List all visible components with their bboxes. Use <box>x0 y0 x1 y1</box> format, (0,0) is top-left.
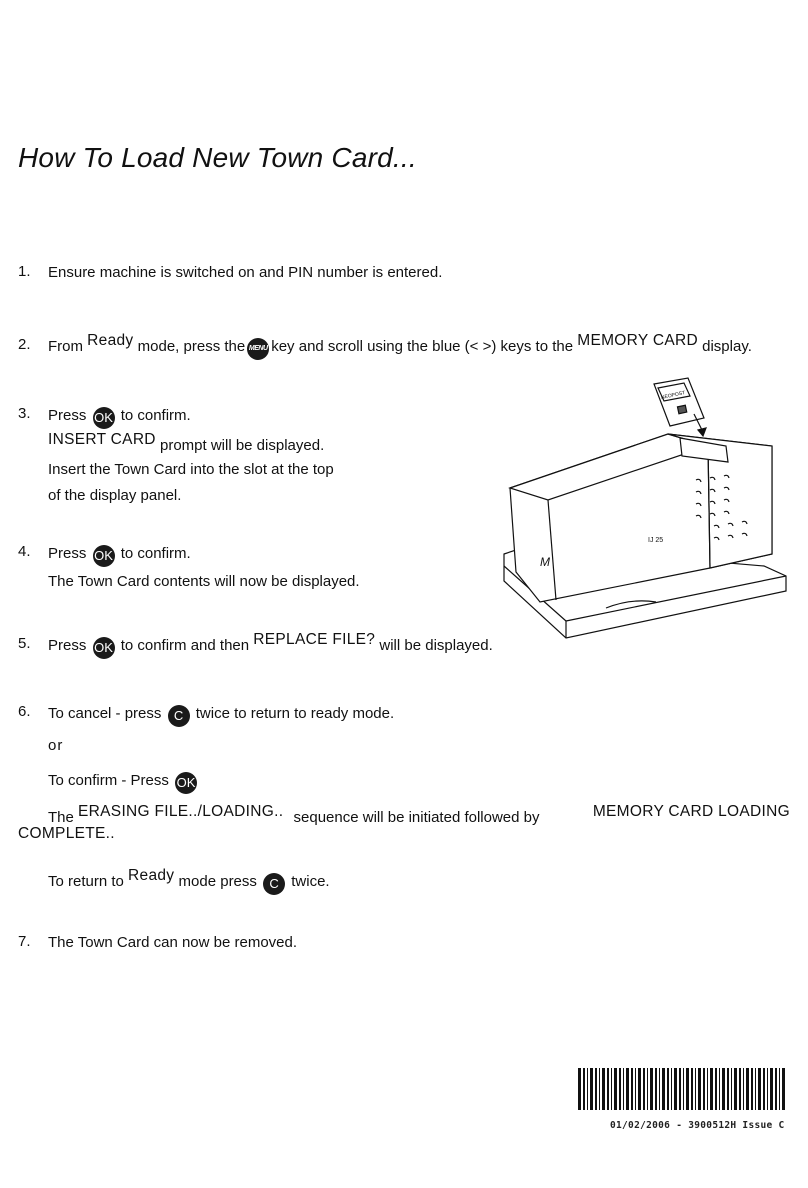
step-7-text: The Town Card can now be removed. <box>48 934 298 951</box>
barcode-bar <box>647 1068 648 1110</box>
ok-key-icon: OK <box>175 772 197 794</box>
step-1-text: Ensure machine is switched on and PIN number is entered. <box>48 264 443 281</box>
step-6-number: 6. <box>18 703 31 720</box>
barcode-bar <box>650 1068 653 1110</box>
barcode-bar <box>602 1068 605 1110</box>
barcode-bar <box>667 1068 669 1110</box>
lcd-erasing-loading: ERASING FILE../LOADING.. <box>78 803 284 820</box>
barcode-bar <box>635 1068 636 1110</box>
step-3-text-b: to confirm. <box>120 406 191 424</box>
step-3-line-4: of the display panel. <box>48 487 182 504</box>
step-6-or: or <box>48 737 64 754</box>
step-3-line-2 <box>48 431 325 456</box>
barcode-bar <box>631 1068 633 1110</box>
barcode-bar <box>619 1068 621 1110</box>
barcode-bar <box>614 1068 617 1110</box>
step-3-number: 3. <box>18 405 31 422</box>
step-3-text-a: Press <box>48 406 87 424</box>
barcode-bar <box>623 1068 624 1110</box>
barcode-bar <box>626 1068 629 1110</box>
barcode-bar <box>611 1068 612 1110</box>
step-2-text-d: display. <box>702 337 752 355</box>
step-2-number: 2. <box>18 336 31 353</box>
step-6-text-a: To cancel - press <box>48 704 162 722</box>
lcd-replace-file: REPLACE FILE? <box>253 630 376 648</box>
barcode-bar <box>683 1068 684 1110</box>
barcode-bar <box>755 1068 756 1110</box>
step-4-line-2: The Town Card contents will now be displayed. <box>48 573 360 590</box>
step-6-text-e: sequence will be initiated followed by <box>293 809 540 826</box>
lcd-ready: Ready <box>87 331 134 349</box>
step-6-text-b: twice to return to ready mode. <box>195 704 395 722</box>
lcd-insert-card: INSERT CARD <box>48 431 156 448</box>
barcode-bar <box>779 1068 780 1110</box>
barcode-bar <box>739 1068 741 1110</box>
step-2-text-b: mode, press the <box>137 337 246 355</box>
barcode-bar <box>691 1068 693 1110</box>
step-3-line-1 <box>48 405 191 427</box>
step-6-line-5 <box>18 825 115 850</box>
barcode-bar <box>782 1068 785 1110</box>
step-6-text-d: The <box>48 809 74 826</box>
step-6-line-6 <box>48 866 330 893</box>
step-4-text-b: to confirm. <box>120 544 191 562</box>
step-6-text-h: twice. <box>291 872 330 890</box>
barcode-bar <box>671 1068 672 1110</box>
barcode-bar <box>763 1068 765 1110</box>
step-3-text-c: prompt will be displayed. <box>159 437 325 454</box>
barcode-bar <box>758 1068 761 1110</box>
barcode-bar <box>707 1068 708 1110</box>
step-6-line-4 <box>48 803 790 828</box>
barcode-bar <box>662 1068 665 1110</box>
barcode-bar <box>710 1068 713 1110</box>
barcode-bar <box>767 1068 768 1110</box>
franking-machine-illustration <box>496 376 796 641</box>
c-key-icon: C <box>263 873 285 895</box>
brand-logo: M <box>540 555 550 569</box>
barcode-bar <box>643 1068 645 1110</box>
barcode-bar <box>638 1068 641 1110</box>
barcode-bar <box>715 1068 717 1110</box>
step-6-text-f: To return to <box>48 872 124 890</box>
barcode-bar <box>698 1068 701 1110</box>
barcode-bar <box>674 1068 677 1110</box>
step-2-text-a: From <box>48 337 83 355</box>
barcode-bar <box>583 1068 585 1110</box>
step-6-text-g: mode press <box>178 872 257 890</box>
barcode-bar <box>686 1068 689 1110</box>
barcode-bar <box>731 1068 732 1110</box>
step-6-text-c: To confirm - Press <box>48 771 169 789</box>
step-5-text-b: to confirm and then <box>120 636 250 654</box>
step-2-line <box>48 331 752 358</box>
barcode-bar <box>703 1068 705 1110</box>
step-4-line-1 <box>48 543 191 565</box>
barcode-bar <box>587 1068 588 1110</box>
barcode-bar <box>590 1068 593 1110</box>
step-7-number: 7. <box>18 933 31 950</box>
step-1-number: 1. <box>18 263 31 280</box>
step-5-number: 5. <box>18 635 31 652</box>
page-title: How To Load New Town Card... <box>18 142 417 173</box>
barcode-bar <box>727 1068 729 1110</box>
barcode-bar <box>775 1068 777 1110</box>
barcode-bar <box>659 1068 660 1110</box>
step-5-text-c: will be displayed. <box>379 636 493 654</box>
ok-key-icon: OK <box>93 407 115 429</box>
ok-key-icon: OK <box>93 637 115 659</box>
step-5-line <box>48 630 493 657</box>
barcode-bar <box>595 1068 597 1110</box>
barcode-bar <box>695 1068 696 1110</box>
ok-key-icon: OK <box>93 545 115 567</box>
model-label: IJ 25 <box>648 537 664 544</box>
barcode-bar <box>746 1068 749 1110</box>
barcode-bar <box>722 1068 725 1110</box>
barcode-bar <box>751 1068 753 1110</box>
step-6-line-3 <box>48 770 199 792</box>
barcode-bar <box>655 1068 657 1110</box>
barcode-bar <box>719 1068 720 1110</box>
c-key-icon: C <box>168 705 190 727</box>
step-2-text-c: key and scroll using the blue (< >) keys to the <box>271 337 574 355</box>
footer-code: 01/02/2006 - 3900512H Issue C <box>610 1120 785 1131</box>
barcode-bar <box>607 1068 609 1110</box>
barcode-bar <box>734 1068 737 1110</box>
step-3-line-3: Insert the Town Card into the slot at the top <box>48 461 334 478</box>
card-label: NEOPOST <box>660 390 686 402</box>
step-4-number: 4. <box>18 543 31 560</box>
barcode-bar <box>679 1068 681 1110</box>
town-card-icon <box>654 378 706 436</box>
step-4-text-a: Press <box>48 544 87 562</box>
barcode-bar <box>599 1068 600 1110</box>
lcd-memory-card-loading: MEMORY CARD LOADING <box>592 803 790 820</box>
barcode-bar <box>770 1068 773 1110</box>
lcd-complete: COMPLETE.. <box>18 825 115 842</box>
step-5-text-a: Press <box>48 636 87 654</box>
step-6-line-1 <box>48 703 394 725</box>
barcode-bar <box>578 1068 581 1110</box>
lcd-memory-card: MEMORY CARD <box>577 331 698 349</box>
barcode-icon <box>578 1068 786 1110</box>
barcode-bar <box>743 1068 744 1110</box>
lcd-ready-2: Ready <box>128 866 175 884</box>
menu-key-icon: MENU <box>247 338 269 360</box>
